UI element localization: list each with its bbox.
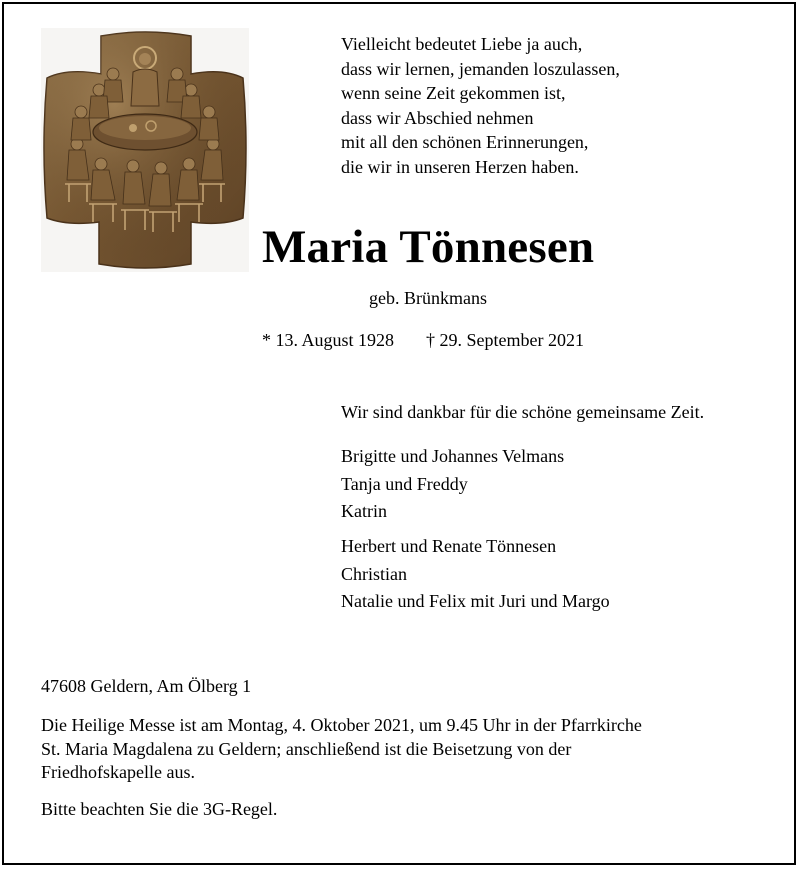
poem-line: Vielleicht bedeutet Liebe ja auch,	[341, 34, 583, 54]
address: 47608 Geldern, Am Ölberg 1	[41, 676, 252, 696]
poem-line: dass wir Abschied nehmen	[341, 107, 534, 128]
deceased-name: Maria Tönnesen	[262, 221, 595, 273]
poem-line: mit all den schönen Erinnerungen,	[341, 132, 589, 152]
family-member: Christian	[341, 563, 407, 584]
service-info-line: St. Maria Magdalena zu Geldern; anschließend ist die Beisetzung von der	[41, 738, 572, 759]
poem-line: die wir in unseren Herzen haben.	[341, 156, 579, 177]
birth-date: * 13. August 1928	[262, 330, 395, 350]
covid-notice: Bitte beachten Sie die 3G-Regel.	[41, 799, 278, 819]
death-date: † 29. September 2021	[426, 330, 584, 350]
bronze-cross-last-supper-icon	[41, 28, 249, 272]
family-group-2	[341, 533, 610, 616]
service-info	[41, 714, 761, 785]
family-member: Katrin	[341, 501, 387, 521]
poem	[341, 32, 620, 179]
poem-line: wenn seine Zeit gekommen ist,	[341, 83, 566, 103]
family-member: Natalie und Felix mit Juri und Margo	[341, 591, 610, 611]
family-member: Tanja und Freddy	[341, 473, 468, 494]
family-member: Brigitte und Johannes Velmans	[341, 446, 565, 466]
birth-name: geb. Brünkmans	[369, 288, 487, 308]
poem-line: dass wir lernen, jemanden loszulassen,	[341, 58, 620, 79]
family-member: Herbert und Renate Tönnesen	[341, 536, 557, 556]
service-info-line: Friedhofskapelle aus.	[41, 762, 195, 782]
service-info-line: Die Heilige Messe ist am Montag, 4. Oktober 2021, um 9.45 Uhr in der Pfarrkirche	[41, 715, 642, 735]
family-group-1	[341, 443, 564, 526]
thanks-line: Wir sind dankbar für die schöne gemeinsame Zeit.	[341, 402, 705, 422]
